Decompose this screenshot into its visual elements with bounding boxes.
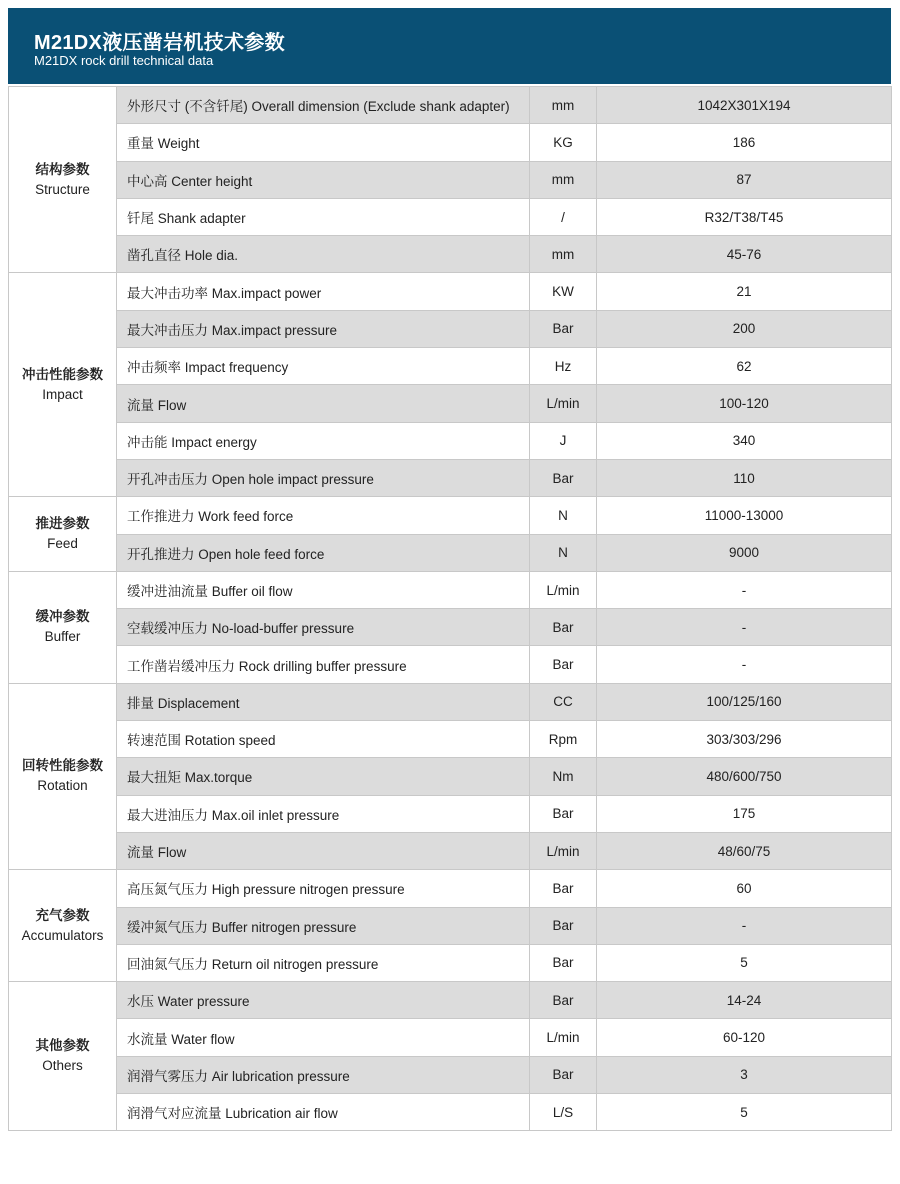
group-label-zh: 推进参数 [35, 516, 90, 532]
value-cell: 186 [597, 124, 892, 161]
table-row [9, 236, 892, 273]
value-cell: 100/125/160 [597, 683, 892, 720]
table-row [9, 832, 892, 869]
param-cell: 外形尺寸 (不含钎尾) Overall dimension (Exclude shank adapter) [117, 87, 530, 124]
table-row [9, 198, 892, 235]
param-cell: 流量 Flow [117, 832, 530, 869]
value-cell: 9000 [597, 534, 892, 571]
param-cell: 重量 Weight [117, 124, 530, 161]
unit-cell: Bar [530, 795, 597, 832]
table-row [9, 982, 892, 1019]
param-cell: 最大冲击功率 Max.impact power [117, 273, 530, 310]
group-label [9, 273, 117, 497]
spec-table-body [9, 87, 892, 1131]
param-cell: 水压 Water pressure [117, 982, 530, 1019]
param-cell: 开孔冲击压力 Open hole impact pressure [117, 459, 530, 496]
value-cell: 5 [597, 944, 892, 981]
value-cell: R32/T38/T45 [597, 198, 892, 235]
value-cell: 11000-13000 [597, 497, 892, 534]
value-cell: 110 [597, 459, 892, 496]
unit-cell: Bar [530, 907, 597, 944]
value-cell: - [597, 907, 892, 944]
group-label [9, 87, 117, 273]
table-row [9, 646, 892, 683]
param-cell: 最大进油压力 Max.oil inlet pressure [117, 795, 530, 832]
unit-cell: L/S [530, 1094, 597, 1131]
param-cell: 高压氮气压力 High pressure nitrogen pressure [117, 870, 530, 907]
param-cell: 工作推进力 Work feed force [117, 497, 530, 534]
group-label [9, 497, 117, 572]
value-cell: 87 [597, 161, 892, 198]
table-row [9, 161, 892, 198]
value-cell: 5 [597, 1094, 892, 1131]
value-cell: 100-120 [597, 385, 892, 422]
value-cell: 60 [597, 870, 892, 907]
table-row [9, 87, 892, 124]
table-row [9, 385, 892, 422]
table-row [9, 1019, 892, 1056]
param-cell: 缓冲氮气压力 Buffer nitrogen pressure [117, 907, 530, 944]
unit-cell: Bar [530, 870, 597, 907]
unit-cell: L/min [530, 571, 597, 608]
param-cell: 润滑气对应流量 Lubrication air flow [117, 1094, 530, 1131]
table-row [9, 497, 892, 534]
table-row [9, 124, 892, 161]
value-cell: 3 [597, 1056, 892, 1093]
group-label [9, 683, 117, 869]
value-cell: 340 [597, 422, 892, 459]
value-cell: - [597, 609, 892, 646]
group-label [9, 870, 117, 982]
param-cell: 最大冲击压力 Max.impact pressure [117, 310, 530, 347]
unit-cell: Nm [530, 758, 597, 795]
unit-cell: N [530, 534, 597, 571]
table-row [9, 870, 892, 907]
value-cell: - [597, 571, 892, 608]
param-cell: 缓冲进油流量 Buffer oil flow [117, 571, 530, 608]
group-label-zh: 结构参数 [35, 161, 90, 177]
table-row [9, 571, 892, 608]
param-cell: 流量 Flow [117, 385, 530, 422]
value-cell: 200 [597, 310, 892, 347]
table-row [9, 795, 892, 832]
param-cell: 空载缓冲压力 No-load-buffer pressure [117, 609, 530, 646]
unit-cell: Hz [530, 348, 597, 385]
param-cell: 钎尾 Shank adapter [117, 198, 530, 235]
value-cell: 175 [597, 795, 892, 832]
value-cell: 45-76 [597, 236, 892, 273]
unit-cell: Bar [530, 944, 597, 981]
table-row [9, 758, 892, 795]
unit-cell: Bar [530, 1056, 597, 1093]
param-cell: 最大扭矩 Max.torque [117, 758, 530, 795]
table-row [9, 683, 892, 720]
page-header [8, 8, 891, 84]
param-cell: 中心高 Center height [117, 161, 530, 198]
group-label-zh: 缓冲参数 [35, 609, 90, 625]
value-cell: 14-24 [597, 982, 892, 1019]
value-cell: 62 [597, 348, 892, 385]
group-label-en: Feed [47, 536, 78, 552]
unit-cell: Bar [530, 310, 597, 347]
param-cell: 凿孔直径 Hole dia. [117, 236, 530, 273]
table-row [9, 944, 892, 981]
param-cell: 开孔推进力 Open hole feed force [117, 534, 530, 571]
unit-cell: Bar [530, 646, 597, 683]
param-cell: 冲击频率 Impact frequency [117, 348, 530, 385]
group-label-zh: 回转性能参数 [22, 758, 103, 774]
param-cell: 排量 Displacement [117, 683, 530, 720]
unit-cell: Bar [530, 609, 597, 646]
group-label-en: Accumulators [21, 927, 104, 943]
table-row [9, 609, 892, 646]
value-cell: 303/303/296 [597, 721, 892, 758]
table-row [9, 721, 892, 758]
page-subtitle: M21DX rock drill technical data [34, 53, 214, 68]
unit-cell: Rpm [530, 721, 597, 758]
group-label [9, 571, 117, 683]
unit-cell: mm [530, 236, 597, 273]
value-cell: 48/60/75 [597, 832, 892, 869]
value-cell: 480/600/750 [597, 758, 892, 795]
unit-cell: KW [530, 273, 597, 310]
param-cell: 转速范围 Rotation speed [117, 721, 530, 758]
unit-cell: CC [530, 683, 597, 720]
spec-table [8, 86, 892, 1131]
param-cell: 工作凿岩缓冲压力 Rock drilling buffer pressure [117, 646, 530, 683]
unit-cell: KG [530, 124, 597, 161]
value-cell: 1042X301X194 [597, 87, 892, 124]
unit-cell: L/min [530, 832, 597, 869]
unit-cell: L/min [530, 1019, 597, 1056]
group-label-zh: 其他参数 [35, 1038, 90, 1054]
table-row [9, 459, 892, 496]
group-label-en: Others [42, 1058, 83, 1074]
group-label-en: Structure [35, 181, 90, 197]
group-label-en: Impact [42, 386, 83, 402]
param-cell: 回油氮气压力 Return oil nitrogen pressure [117, 944, 530, 981]
value-cell: 60-120 [597, 1019, 892, 1056]
unit-cell: Bar [530, 459, 597, 496]
group-label-zh: 充气参数 [35, 907, 90, 923]
unit-cell: N [530, 497, 597, 534]
param-cell: 润滑气雾压力 Air lubrication pressure [117, 1056, 530, 1093]
unit-cell: mm [530, 161, 597, 198]
table-row [9, 1094, 892, 1131]
unit-cell: L/min [530, 385, 597, 422]
value-cell: - [597, 646, 892, 683]
unit-cell: J [530, 422, 597, 459]
table-row [9, 310, 892, 347]
param-cell: 冲击能 Impact energy [117, 422, 530, 459]
table-row [9, 422, 892, 459]
value-cell: 21 [597, 273, 892, 310]
table-row [9, 348, 892, 385]
unit-cell: mm [530, 87, 597, 124]
group-label-en: Buffer [44, 629, 81, 645]
group-label-en: Rotation [37, 778, 88, 794]
table-row [9, 273, 892, 310]
group-label [9, 982, 117, 1131]
unit-cell: / [530, 198, 597, 235]
table-row [9, 1056, 892, 1093]
page-title: M21DX液压凿岩机技术参数 [34, 32, 285, 54]
group-label-zh: 冲击性能参数 [22, 366, 103, 382]
param-cell: 水流量 Water flow [117, 1019, 530, 1056]
table-row [9, 907, 892, 944]
unit-cell: Bar [530, 982, 597, 1019]
table-row [9, 534, 892, 571]
